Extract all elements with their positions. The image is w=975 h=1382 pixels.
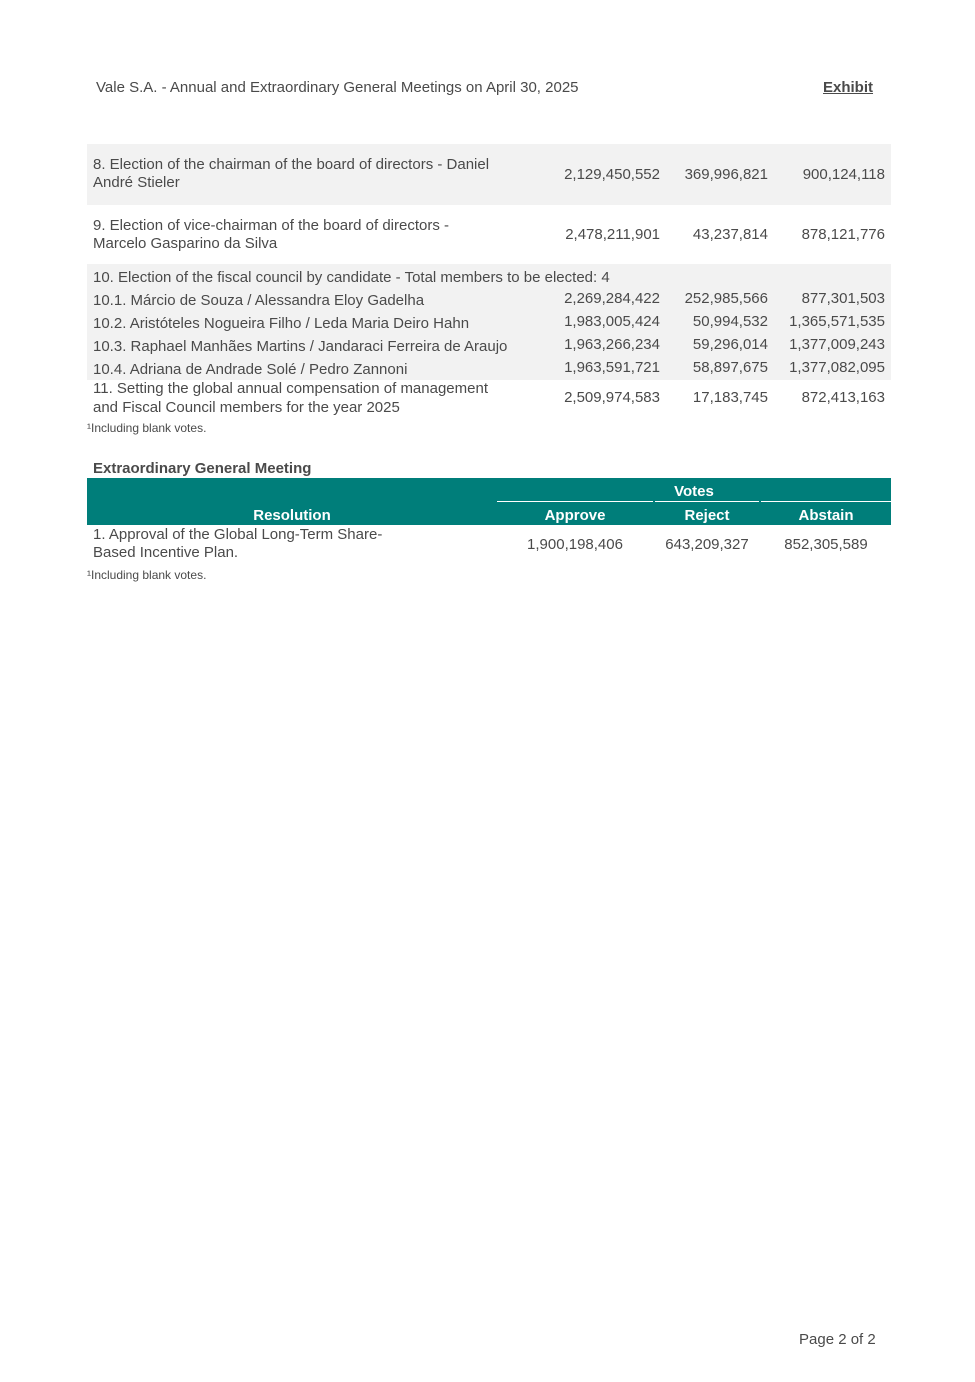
votes-header: Votes bbox=[674, 483, 714, 500]
resolution-label: 9. Election of vice-chairman of the board of directors - Marcelo Gasparino da Silva bbox=[93, 217, 450, 252]
document-title: Vale S.A. - Annual and Extraordinary General Meetings on April 30, 2025 bbox=[96, 79, 579, 96]
reject-votes: 252,985,566 bbox=[684, 290, 768, 307]
reject-votes: 643,209,327 bbox=[665, 536, 749, 553]
resolution-label: 11. Setting the global annual compensation of management and Fiscal Council members for the year 2025 bbox=[93, 380, 488, 416]
resolution-header: Resolution bbox=[253, 507, 331, 524]
resolution-row-8 bbox=[87, 144, 891, 205]
approve-votes: 1,963,266,234 bbox=[564, 336, 660, 353]
approve-votes: 2,269,284,422 bbox=[564, 290, 660, 307]
resolution-label: 1. Approval of the Global Long-Term Share- Based Incentive Plan. bbox=[93, 526, 383, 561]
footnote: ¹Including blank votes. bbox=[87, 421, 207, 435]
candidate-label: 10.2. Aristóteles Nogueira Filho / Leda Maria Deiro Hahn bbox=[93, 315, 470, 332]
abstain-header: Abstain bbox=[798, 507, 854, 524]
resolution-row-11 bbox=[87, 380, 891, 420]
reject-votes: 369,996,821 bbox=[684, 166, 768, 183]
candidate-label: 10.4. Adriana de Andrade Solé / Pedro Zannoni bbox=[93, 361, 408, 378]
divider bbox=[497, 501, 653, 502]
abstain-votes: 878,121,776 bbox=[801, 226, 885, 243]
page-number: Page 2 of 2 bbox=[799, 1331, 876, 1348]
reject-header: Reject bbox=[684, 507, 730, 524]
divider bbox=[761, 501, 891, 502]
candidate-label: 10.3. Raphael Manhães Martins / Jandaraci Ferreira de Araujo bbox=[93, 338, 508, 355]
abstain-votes: 1,377,009,243 bbox=[789, 336, 885, 353]
egm-resolution-row bbox=[87, 525, 891, 565]
abstain-votes: 877,301,503 bbox=[801, 290, 885, 307]
approve-votes: 2,478,211,901 bbox=[565, 226, 660, 243]
approve-votes: 2,509,974,583 bbox=[564, 389, 660, 406]
egm-title: Extraordinary General Meeting bbox=[93, 460, 312, 477]
footnote: ¹Including blank votes. bbox=[87, 568, 207, 582]
reject-votes: 43,237,814 bbox=[692, 226, 768, 243]
candidate-label: 10.1. Márcio de Souza / Alessandra Eloy Gadelha bbox=[93, 292, 425, 309]
egm-table-header bbox=[87, 478, 891, 525]
fiscal-council-block bbox=[87, 264, 891, 380]
approve-header: Approve bbox=[544, 507, 606, 524]
approve-votes: 1,900,198,406 bbox=[527, 536, 623, 553]
divider bbox=[655, 501, 759, 502]
abstain-votes: 1,377,082,095 bbox=[789, 359, 885, 376]
reject-votes: 17,183,745 bbox=[692, 389, 768, 406]
reject-votes: 58,897,675 bbox=[692, 359, 768, 376]
resolution-row-9 bbox=[87, 205, 891, 264]
fiscal-council-title: 10. Election of the fiscal council by candidate - Total members to be elected: 4 bbox=[93, 269, 610, 286]
abstain-votes: 872,413,163 bbox=[801, 389, 885, 406]
approve-votes: 1,963,591,721 bbox=[564, 359, 660, 376]
approve-votes: 2,129,450,552 bbox=[564, 166, 660, 183]
resolution-label: 8. Election of the chairman of the board of directors - Daniel André Stieler bbox=[93, 156, 490, 191]
approve-votes: 1,983,005,424 bbox=[564, 313, 660, 330]
abstain-votes: 852,305,589 bbox=[784, 536, 868, 553]
abstain-votes: 900,124,118 bbox=[802, 166, 885, 183]
abstain-votes: 1,365,571,535 bbox=[789, 313, 885, 330]
reject-votes: 50,994,532 bbox=[692, 313, 768, 330]
exhibit-link[interactable]: Exhibit bbox=[823, 79, 874, 96]
reject-votes: 59,296,014 bbox=[692, 336, 768, 353]
